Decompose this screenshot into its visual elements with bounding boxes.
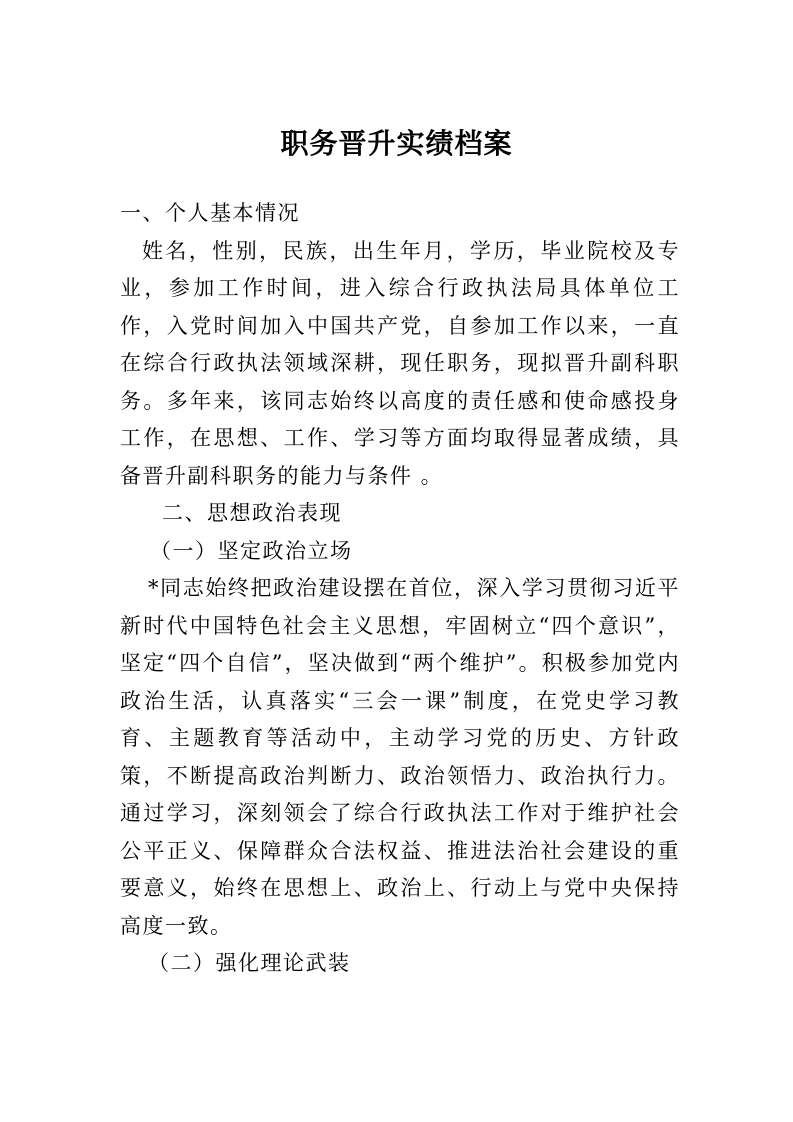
document-body [120,195,680,983]
document-title: 职务晋升实绩档案 [280,127,513,160]
section-heading-basic-info: 一、个人基本情况 [120,201,300,225]
political-stance-paragraph: *同志始终把政治建设摆在首位，深入学习贯彻习近平新时代中国特色社会主义思想，牢固树立“四个意识”，坚定“四个自信”，坚决做到“两个维护”。积极参加党内政治生活，认真落实“三会一课”制度，在党史学习教育、主题教育等活动中，主动学习党的历史、方针政策，不断提高政治判断力、政治领悟力、政治执行力。通过学习，深刻领会了综合行政执法工作对于维护社会公平正义、保障群众合法权益、推进法治社会建设的重要意义，始终在思想上、政治上、行动上与党中央保持高度一致。 [120,576,680,938]
section-heading-political-performance: 二、思想政治表现 [162,501,342,525]
subsection-heading-political-stance: （一）坚定政治立场 [150,538,353,563]
basic-info-paragraph: 姓名，性别，民族，出生年月，学历，毕业院校及专业，参加工作时间，进入综合行政执法局具体单位工作，入党时间加入中国共产党，自参加工作以来，一直在综合行政执法领域深耕，现任职务，现拟晋升副科职务。多年来，该同志始终以高度的责任感和使命感投身工作，在思想、工作、学习等方面均取得显著成绩，具备晋升副科职务的能力与条件 。 [120,238,680,488]
subsection-heading-theory: （二）强化理论武装 [148,951,351,975]
